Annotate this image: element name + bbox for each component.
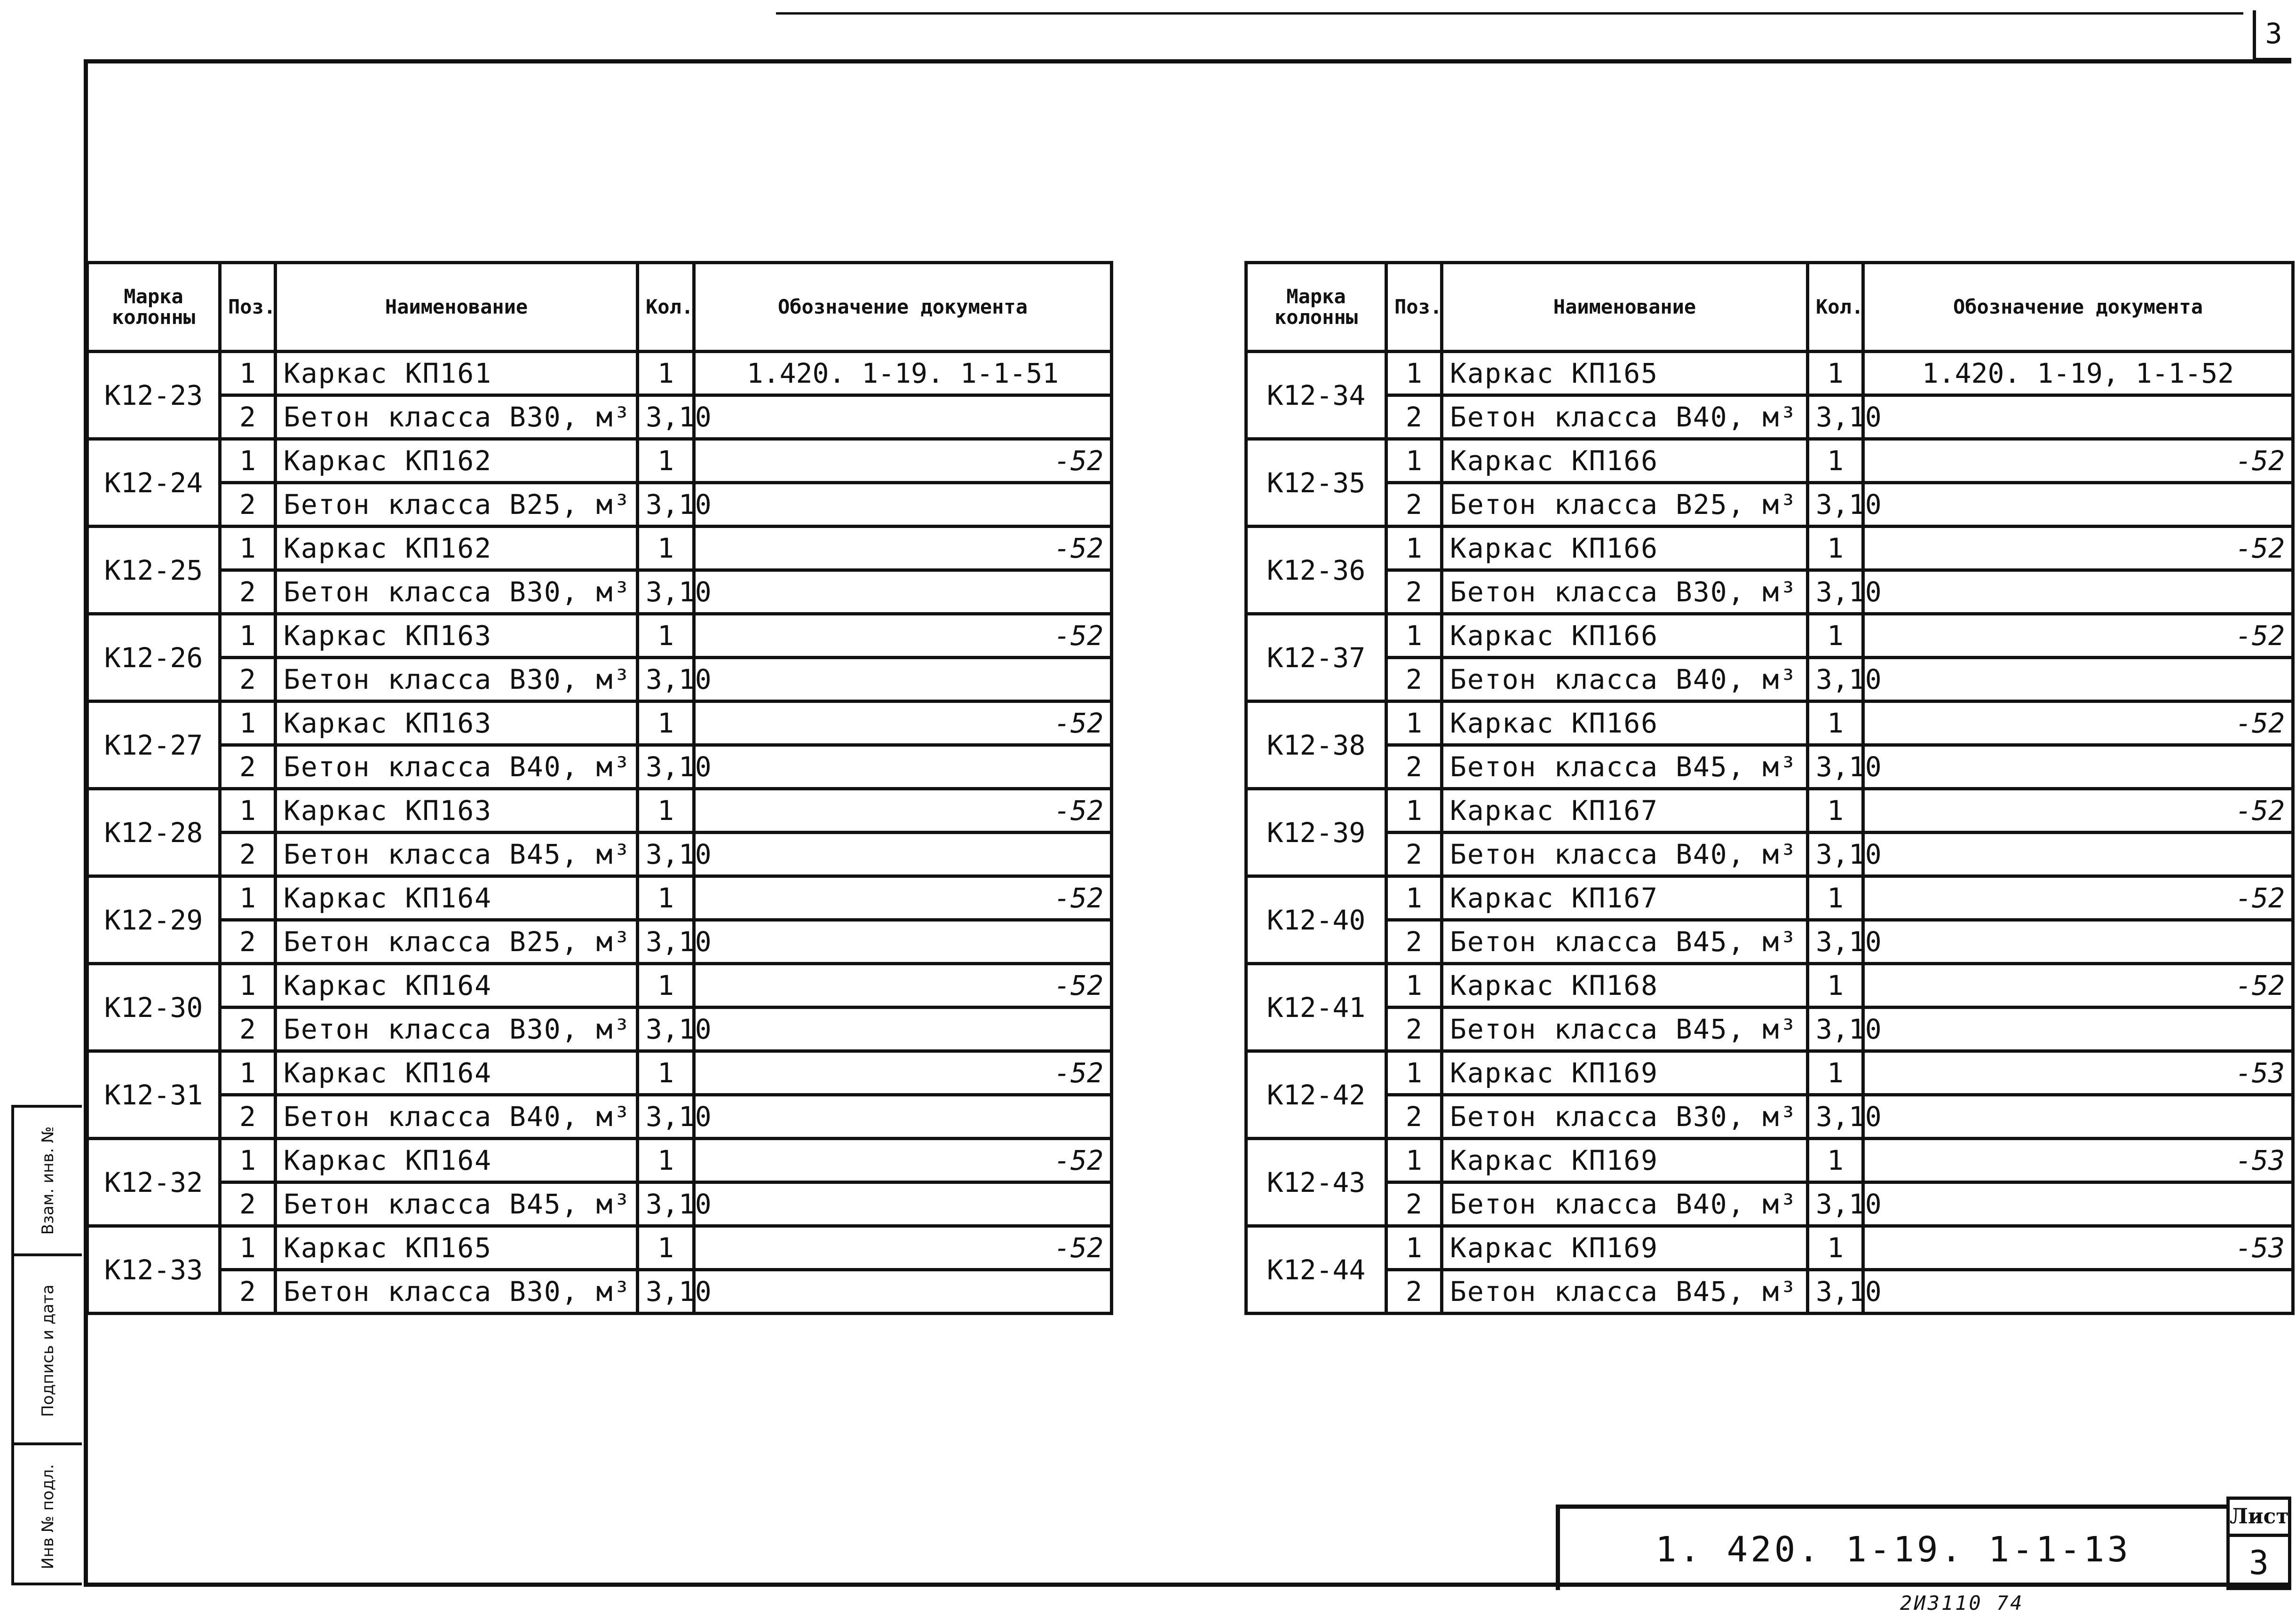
position-cell: 2 <box>220 833 276 876</box>
table-row <box>1246 1095 2293 1139</box>
column-mark-cell: К12-28 <box>87 789 220 876</box>
position-cell: 2 <box>1386 1008 1442 1051</box>
quantity-cell: 1 <box>1808 876 1863 920</box>
quantity-cell: 3,10 <box>638 570 694 614</box>
position-cell: 2 <box>220 745 276 789</box>
table-row <box>1246 658 2293 701</box>
header-pos: Поз. <box>1386 263 1442 352</box>
table-row <box>1246 439 2293 483</box>
position-cell: 1 <box>1386 439 1442 483</box>
table-row <box>87 1051 1112 1095</box>
column-mark-cell: К12-40 <box>1246 876 1386 964</box>
table-row <box>1246 789 2293 833</box>
name-cell: Каркас КП167 <box>1442 789 1808 833</box>
name-cell: Каркас КП164 <box>276 964 638 1008</box>
column-mark-cell: К12-29 <box>87 876 220 964</box>
position-cell: 2 <box>220 1095 276 1139</box>
column-mark-cell: К12-24 <box>87 439 220 527</box>
quantity-cell: 3,10 <box>638 745 694 789</box>
name-cell: Каркас КП162 <box>276 439 638 483</box>
column-mark-cell: К12-35 <box>1246 439 1386 527</box>
position-cell: 1 <box>1386 352 1442 395</box>
column-mark-cell: К12-27 <box>87 701 220 789</box>
quantity-cell: 3,10 <box>638 1095 694 1139</box>
position-cell: 2 <box>1386 1270 1442 1314</box>
table-row <box>87 352 1112 395</box>
position-cell: 1 <box>1386 964 1442 1008</box>
quantity-cell: 1 <box>1808 701 1863 745</box>
quantity-cell: 3,10 <box>1808 1095 1863 1139</box>
table-row <box>87 527 1112 570</box>
name-cell: Каркас КП167 <box>1442 876 1808 920</box>
position-cell: 2 <box>1386 745 1442 789</box>
side-stamp <box>11 1105 82 1585</box>
name-cell: Бетон класса В40, м³ <box>1442 658 1808 701</box>
document-cell: -52 <box>1863 876 2293 920</box>
name-cell: Каркас КП163 <box>276 614 638 658</box>
document-cell: -52 <box>694 439 1112 483</box>
sheet-label: Лист <box>2230 1500 2288 1537</box>
column-mark-cell: К12-31 <box>87 1051 220 1139</box>
quantity-cell: 1 <box>1808 352 1863 395</box>
quantity-cell: 1 <box>638 614 694 658</box>
position-cell: 1 <box>220 614 276 658</box>
quantity-cell: 3,10 <box>638 1270 694 1314</box>
table-row <box>1246 1008 2293 1051</box>
name-cell: Бетон класса В40, м³ <box>1442 833 1808 876</box>
table-row <box>1246 395 2293 439</box>
side-stamp-label: Подпись и дата <box>39 1284 57 1417</box>
name-cell: Бетон класса В45, м³ <box>276 833 638 876</box>
position-cell: 1 <box>1386 1051 1442 1095</box>
table-row <box>87 1008 1112 1051</box>
quantity-cell: 3,10 <box>1808 1270 1863 1314</box>
quantity-cell: 1 <box>1808 964 1863 1008</box>
column-mark-cell: К12-30 <box>87 964 220 1051</box>
name-cell: Бетон класса В30, м³ <box>276 1270 638 1314</box>
corner-number: 3 <box>2253 10 2291 61</box>
top-edge-line <box>776 12 2243 15</box>
document-cell <box>694 570 1112 614</box>
document-cell: -52 <box>1863 614 2293 658</box>
document-cell <box>694 833 1112 876</box>
document-cell: -53 <box>1863 1226 2293 1270</box>
quantity-cell: 1 <box>638 1226 694 1270</box>
table-row <box>87 614 1112 658</box>
name-cell: Бетон класса В45, м³ <box>276 1182 638 1226</box>
header-mark: Марка колонны <box>1246 263 1386 352</box>
quantity-cell: 3,10 <box>638 483 694 527</box>
name-cell: Каркас КП169 <box>1442 1051 1808 1095</box>
name-cell: Бетон класса В30, м³ <box>276 658 638 701</box>
quantity-cell: 1 <box>1808 1139 1863 1182</box>
table-row <box>87 1226 1112 1270</box>
document-cell: -52 <box>694 1226 1112 1270</box>
quantity-cell: 3,10 <box>1808 1008 1863 1051</box>
document-cell: -52 <box>694 964 1112 1008</box>
position-cell: 1 <box>220 1051 276 1095</box>
quantity-cell: 3,10 <box>638 920 694 964</box>
column-mark-cell: К12-32 <box>87 1139 220 1226</box>
side-stamp-cell <box>14 1442 82 1588</box>
quantity-cell: 1 <box>638 527 694 570</box>
document-cell: 1.420. 1-19. 1-1-51 <box>694 352 1112 395</box>
table-row <box>87 1182 1112 1226</box>
position-cell: 1 <box>220 527 276 570</box>
header-mark: Марка колонны <box>87 263 220 352</box>
name-cell: Каркас КП168 <box>1442 964 1808 1008</box>
document-cell <box>1863 1095 2293 1139</box>
quantity-cell: 1 <box>1808 789 1863 833</box>
position-cell: 1 <box>1386 1226 1442 1270</box>
document-cell <box>1863 833 2293 876</box>
name-cell: Бетон класса В45, м³ <box>1442 1008 1808 1051</box>
quantity-cell: 3,10 <box>1808 395 1863 439</box>
name-cell: Бетон класса В45, м³ <box>1442 920 1808 964</box>
table-header-row <box>87 263 1112 352</box>
document-cell: 1.420. 1-19, 1-1-52 <box>1863 352 2293 395</box>
quantity-cell: 3,10 <box>1808 920 1863 964</box>
name-cell: Бетон класса В40, м³ <box>1442 395 1808 439</box>
position-cell: 1 <box>1386 527 1442 570</box>
header-qty: Кол. <box>1808 263 1863 352</box>
position-cell: 1 <box>1386 789 1442 833</box>
table-row <box>1246 614 2293 658</box>
table-row <box>87 745 1112 789</box>
quantity-cell: 3,10 <box>638 833 694 876</box>
side-stamp-label: Инв № подл. <box>39 1464 57 1569</box>
document-cell <box>1863 658 2293 701</box>
quantity-cell: 3,10 <box>1808 833 1863 876</box>
column-mark-cell: К12-44 <box>1246 1226 1386 1314</box>
name-cell: Каркас КП166 <box>1442 527 1808 570</box>
document-cell: -52 <box>1863 789 2293 833</box>
table-row <box>87 789 1112 833</box>
quantity-cell: 3,10 <box>1808 658 1863 701</box>
quantity-cell: 1 <box>638 1139 694 1182</box>
table-row <box>1246 483 2293 527</box>
name-cell: Каркас КП165 <box>276 1226 638 1270</box>
name-cell: Бетон класса В40, м³ <box>276 1095 638 1139</box>
sheet-number: 3 <box>2248 1544 2269 1582</box>
side-stamp-cell <box>14 1253 82 1445</box>
document-cell <box>1863 483 2293 527</box>
position-cell: 1 <box>220 964 276 1008</box>
name-cell: Бетон класса В30, м³ <box>1442 570 1808 614</box>
name-cell: Каркас КП163 <box>276 789 638 833</box>
document-cell <box>1863 395 2293 439</box>
position-cell: 2 <box>1386 570 1442 614</box>
document-cell <box>1863 920 2293 964</box>
document-cell: -52 <box>694 527 1112 570</box>
document-cell <box>694 1008 1112 1051</box>
document-cell: -52 <box>1863 439 2293 483</box>
name-cell: Каркас КП166 <box>1442 439 1808 483</box>
column-mark-cell: К12-33 <box>87 1226 220 1314</box>
title-block-designation: 1. 420. 1-19. 1-1-13 <box>1556 1505 2226 1590</box>
document-cell <box>1863 570 2293 614</box>
position-cell: 2 <box>220 658 276 701</box>
sheet-box <box>2226 1497 2291 1590</box>
spec-table-left <box>86 261 1113 1315</box>
spec-table-right <box>1244 261 2295 1315</box>
name-cell: Бетон класса В25, м³ <box>1442 483 1808 527</box>
quantity-cell: 1 <box>1808 439 1863 483</box>
column-mark-cell: К12-34 <box>1246 352 1386 439</box>
column-mark-cell: К12-38 <box>1246 701 1386 789</box>
quantity-cell: 1 <box>638 964 694 1008</box>
quantity-cell: 1 <box>638 876 694 920</box>
quantity-cell: 1 <box>638 789 694 833</box>
side-stamp-cell <box>14 1108 82 1253</box>
table-row <box>1246 570 2293 614</box>
column-mark-cell: К12-37 <box>1246 614 1386 701</box>
name-cell: Каркас КП164 <box>276 1051 638 1095</box>
position-cell: 1 <box>220 876 276 920</box>
quantity-cell: 1 <box>1808 614 1863 658</box>
position-cell: 2 <box>1386 1095 1442 1139</box>
name-cell: Бетон класса В30, м³ <box>276 395 638 439</box>
position-cell: 2 <box>1386 833 1442 876</box>
table-row <box>87 1139 1112 1182</box>
position-cell: 1 <box>220 1139 276 1182</box>
quantity-cell: 3,10 <box>638 395 694 439</box>
document-cell <box>694 1182 1112 1226</box>
document-cell: -52 <box>1863 527 2293 570</box>
header-qty: Кол. <box>638 263 694 352</box>
table-row <box>87 1270 1112 1314</box>
table-row <box>1246 745 2293 789</box>
column-mark-cell: К12-41 <box>1246 964 1386 1051</box>
header-pos: Поз. <box>220 263 276 352</box>
column-mark-cell: К12-36 <box>1246 527 1386 614</box>
column-mark-cell: К12-23 <box>87 352 220 439</box>
column-mark-cell: К12-25 <box>87 527 220 614</box>
document-cell: -52 <box>694 614 1112 658</box>
quantity-cell: 3,10 <box>1808 570 1863 614</box>
header-name: Наименование <box>276 263 638 352</box>
name-cell: Каркас КП165 <box>1442 352 1808 395</box>
table-row <box>1246 352 2293 395</box>
quantity-cell: 3,10 <box>638 1182 694 1226</box>
document-cell: -52 <box>1863 701 2293 745</box>
quantity-cell: 1 <box>1808 1051 1863 1095</box>
header-doc: Обозначение документа <box>694 263 1112 352</box>
quantity-cell: 3,10 <box>638 658 694 701</box>
table-row <box>87 964 1112 1008</box>
position-cell: 1 <box>1386 701 1442 745</box>
position-cell: 2 <box>220 483 276 527</box>
position-cell: 2 <box>1386 483 1442 527</box>
table-row <box>87 483 1112 527</box>
quantity-cell: 3,10 <box>1808 745 1863 789</box>
document-cell <box>694 395 1112 439</box>
table-row <box>1246 701 2293 745</box>
name-cell: Бетон класса В30, м³ <box>1442 1095 1808 1139</box>
position-cell: 2 <box>220 395 276 439</box>
document-cell: -52 <box>1863 964 2293 1008</box>
document-cell: -52 <box>694 1051 1112 1095</box>
position-cell: 2 <box>220 1008 276 1051</box>
table-row <box>87 920 1112 964</box>
quantity-cell: 1 <box>1808 1226 1863 1270</box>
table-row <box>1246 1051 2293 1095</box>
position-cell: 2 <box>1386 1182 1442 1226</box>
position-cell: 2 <box>1386 395 1442 439</box>
name-cell: Бетон класса В25, м³ <box>276 920 638 964</box>
header-doc: Обозначение документа <box>1863 263 2293 352</box>
table-row <box>87 833 1112 876</box>
table-row <box>87 395 1112 439</box>
name-cell: Бетон класса В40, м³ <box>1442 1182 1808 1226</box>
name-cell: Каркас КП166 <box>1442 701 1808 745</box>
document-cell <box>694 1095 1112 1139</box>
position-cell: 2 <box>1386 658 1442 701</box>
name-cell: Бетон класса В45, м³ <box>1442 745 1808 789</box>
table-row <box>1246 833 2293 876</box>
column-mark-cell: К12-43 <box>1246 1139 1386 1226</box>
position-cell: 1 <box>220 439 276 483</box>
name-cell: Каркас КП164 <box>276 876 638 920</box>
document-cell <box>694 745 1112 789</box>
table-row <box>1246 1182 2293 1226</box>
table-row <box>1246 876 2293 920</box>
position-cell: 1 <box>1386 1139 1442 1182</box>
quantity-cell: 1 <box>638 352 694 395</box>
name-cell: Каркас КП169 <box>1442 1139 1808 1182</box>
column-mark-cell: К12-42 <box>1246 1051 1386 1139</box>
document-cell: -53 <box>1863 1051 2293 1095</box>
quantity-cell: 1 <box>638 1051 694 1095</box>
table-row <box>87 439 1112 483</box>
name-cell: Каркас КП162 <box>276 527 638 570</box>
document-cell <box>694 1270 1112 1314</box>
document-cell <box>1863 1270 2293 1314</box>
position-cell: 1 <box>220 352 276 395</box>
document-cell <box>694 658 1112 701</box>
position-cell: 1 <box>1386 614 1442 658</box>
table-row <box>1246 964 2293 1008</box>
document-cell: -53 <box>1863 1139 2293 1182</box>
side-stamp-label: Взам. инв. № <box>39 1126 57 1235</box>
name-cell: Каркас КП161 <box>276 352 638 395</box>
table-row <box>1246 1139 2293 1182</box>
table-row <box>87 658 1112 701</box>
quantity-cell: 1 <box>638 701 694 745</box>
name-cell: Бетон класса В25, м³ <box>276 483 638 527</box>
name-cell: Каркас КП166 <box>1442 614 1808 658</box>
document-cell: -52 <box>694 701 1112 745</box>
document-cell <box>1863 1182 2293 1226</box>
position-cell: 2 <box>220 570 276 614</box>
document-cell <box>1863 745 2293 789</box>
table-row <box>1246 920 2293 964</box>
quantity-cell: 1 <box>1808 527 1863 570</box>
table-header-row <box>1246 263 2293 352</box>
position-cell: 1 <box>220 701 276 745</box>
name-cell: Каркас КП164 <box>276 1139 638 1182</box>
document-cell <box>1863 1008 2293 1051</box>
position-cell: 2 <box>220 1270 276 1314</box>
position-cell: 2 <box>1386 920 1442 964</box>
column-mark-cell: К12-26 <box>87 614 220 701</box>
quantity-cell: 1 <box>638 439 694 483</box>
quantity-cell: 3,10 <box>1808 1182 1863 1226</box>
table-row <box>87 570 1112 614</box>
quantity-cell: 3,10 <box>1808 483 1863 527</box>
table-row <box>1246 1226 2293 1270</box>
position-cell: 1 <box>220 789 276 833</box>
table-row <box>1246 527 2293 570</box>
document-cell: -52 <box>694 789 1112 833</box>
document-cell <box>694 920 1112 964</box>
name-cell: Каркас КП163 <box>276 701 638 745</box>
position-cell: 2 <box>220 920 276 964</box>
name-cell: Бетон класса В30, м³ <box>276 1008 638 1051</box>
position-cell: 2 <box>220 1182 276 1226</box>
column-mark-cell: К12-39 <box>1246 789 1386 876</box>
position-cell: 1 <box>220 1226 276 1270</box>
archive-number: 2И3110 74 <box>1900 1591 2024 1615</box>
document-cell: -52 <box>694 876 1112 920</box>
quantity-cell: 3,10 <box>638 1008 694 1051</box>
table-row <box>87 701 1112 745</box>
name-cell: Бетон класса В40, м³ <box>276 745 638 789</box>
position-cell: 1 <box>1386 876 1442 920</box>
table-row <box>87 876 1112 920</box>
table-row <box>87 1095 1112 1139</box>
name-cell: Бетон класса В45, м³ <box>1442 1270 1808 1314</box>
name-cell: Бетон класса В30, м³ <box>276 570 638 614</box>
name-cell: Каркас КП169 <box>1442 1226 1808 1270</box>
table-row <box>1246 1270 2293 1314</box>
document-cell <box>694 483 1112 527</box>
document-cell: -52 <box>694 1139 1112 1182</box>
header-name: Наименование <box>1442 263 1808 352</box>
